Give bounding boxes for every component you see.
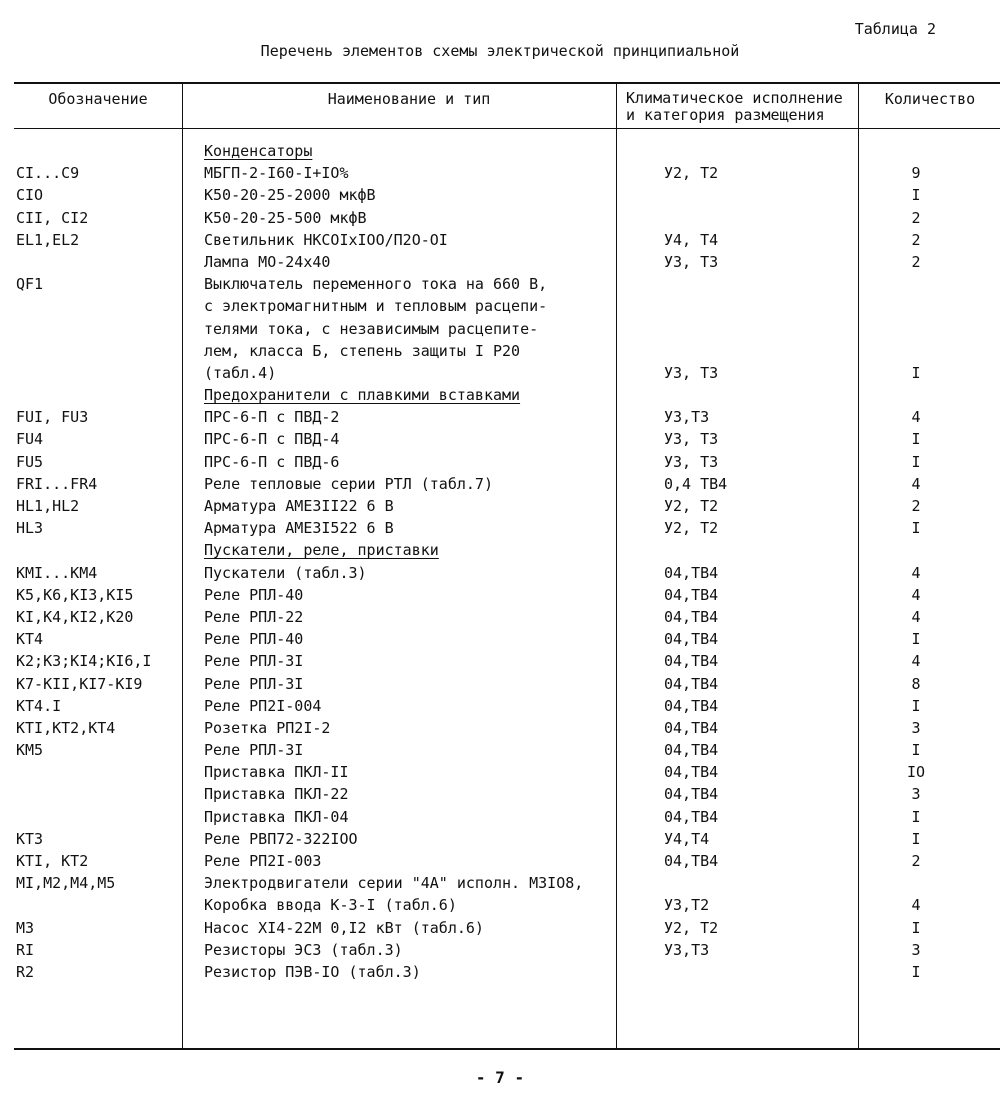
table-body — [14, 140, 1000, 983]
cell-quantity: 9 — [911, 164, 921, 183]
cell-quantity: 4 — [911, 607, 921, 626]
cell-quantity: 4 — [911, 474, 921, 493]
cell-climate: 04,ТВ4 — [664, 763, 719, 782]
cell-climate: У2, Т2 — [664, 519, 719, 538]
table-row — [14, 229, 1000, 251]
cell-name: ПРС-6-П с ПВД-6 — [204, 452, 340, 471]
cell-climate: У3,Т2 — [664, 896, 710, 915]
cell-name: Реле РПЛ-40 — [204, 585, 304, 604]
table-row — [14, 806, 1000, 828]
cell-name: Реле РП2I-003 — [204, 852, 322, 870]
cell-quantity: 4 — [911, 896, 921, 915]
cell-name: Электродвигатели серии "4А" исполн. М3IО8, — [204, 874, 584, 893]
cell-designation: EL1,EL2 — [16, 230, 80, 249]
cell-quantity: I — [911, 829, 921, 848]
cell-designation: K7-KII,KI7-KI9 — [16, 674, 143, 693]
cell-designation: RI — [16, 940, 35, 959]
table-row — [14, 894, 1000, 916]
cell-quantity: 4 — [911, 563, 921, 582]
cell-climate: У3, Т3 — [664, 430, 719, 449]
cell-name: Выключатель переменного тока на 660 В, — [204, 275, 548, 294]
cell-designation: KTI,KT2,KT4 — [16, 718, 116, 737]
cell-name: Резистор ПЭВ-IO (табл.3) — [204, 962, 421, 981]
cell-name: Резисторы ЭС3 (табл.3) — [204, 940, 403, 959]
section-row — [14, 539, 1000, 561]
cell-climate: 04,ТВ4 — [664, 630, 719, 649]
cell-quantity: 3 — [911, 940, 921, 959]
cell-quantity: I — [911, 186, 921, 205]
cell-designation: KT4.I — [16, 696, 62, 715]
cell-name: Арматура АМЕ3I522 6 В — [204, 519, 394, 538]
table-row — [14, 673, 1000, 695]
cell-name: Реле РПЛ-22 — [204, 607, 304, 626]
cell-climate: 04,ТВ4 — [664, 674, 719, 693]
column-header-designation: Обозначение — [48, 90, 148, 108]
cell-climate: 04,ТВ4 — [664, 718, 719, 737]
cell-quantity: 3 — [911, 718, 921, 737]
table-row — [14, 695, 1000, 717]
table-row — [14, 451, 1000, 473]
cell-name: МБГП-2-I60-I+IO% — [204, 164, 349, 183]
table-row — [14, 739, 1000, 761]
column-header-quantity: Количество — [884, 90, 976, 108]
cell-name: Реле РП2I-004 — [204, 696, 322, 715]
cell-climate: У4, Т4 — [664, 230, 719, 249]
cell-quantity: IO — [906, 763, 926, 782]
cell-climate: 04,ТВ4 — [664, 741, 719, 760]
table-row — [14, 717, 1000, 739]
cell-designation: R2 — [16, 962, 35, 981]
cell-climate: 04,ТВ4 — [664, 563, 719, 582]
cell-climate: 04,ТВ4 — [664, 652, 719, 671]
cell-name: лем, класса Б, степень защиты I Р20 — [204, 341, 521, 360]
cell-climate: У3,Т3 — [664, 940, 710, 959]
cell-name: с электромагнитным и тепловым расцепи- — [204, 297, 548, 316]
cell-name: ПРС-6-П с ПВД-4 — [204, 430, 340, 449]
cell-name: Приставка ПКЛ-II — [204, 763, 349, 782]
cell-name: Светильник НКСОIxIOO/П2О-OI — [204, 230, 448, 249]
cell-name: Реле РПЛ-3I — [204, 674, 304, 693]
table-row — [14, 162, 1000, 184]
cell-designation: HL1,HL2 — [16, 497, 80, 515]
cell-quantity: 2 — [911, 252, 921, 271]
cell-climate: 04,ТВ4 — [664, 807, 719, 826]
table-row — [14, 251, 1000, 273]
cell-quantity: I — [911, 363, 921, 382]
cell-designation: HL3 — [16, 519, 44, 538]
header-rule — [14, 128, 1000, 129]
table-row — [14, 273, 1000, 295]
cell-climate: У3, Т3 — [664, 452, 719, 471]
cell-designation: CIO — [16, 186, 44, 205]
table-row — [14, 628, 1000, 650]
table-row — [14, 517, 1000, 539]
cell-designation: CII, CI2 — [16, 208, 89, 227]
cell-name: Приставка ПКЛ-04 — [204, 807, 349, 826]
column-header-name: Наименование и тип — [327, 90, 491, 108]
cell-name: К50-20-25-500 мкфВ — [204, 208, 367, 227]
cell-designation: FU4 — [16, 430, 44, 449]
cell-name: Конденсаторы — [204, 142, 313, 160]
table-row — [14, 606, 1000, 628]
cell-name: Приставка ПКЛ-22 — [204, 785, 349, 804]
cell-name: Реле тепловые серии РТЛ (табл.7) — [204, 474, 493, 493]
cell-name: Пускатели, реле, приставки — [204, 541, 439, 560]
cell-climate: 04,ТВ4 — [664, 607, 719, 626]
cell-climate: У3, Т3 — [664, 252, 719, 271]
cell-quantity: I — [911, 430, 921, 449]
cell-climate: У4,Т4 — [664, 829, 710, 848]
cell-quantity: 8 — [911, 674, 921, 693]
cell-quantity: 4 — [911, 652, 921, 671]
cell-designation: KT4 — [16, 630, 44, 649]
cell-climate: 04,ТВ4 — [664, 585, 719, 604]
cell-name: Пускатели (табл.3) — [204, 563, 367, 582]
cell-quantity: I — [911, 630, 921, 649]
table-row — [14, 584, 1000, 606]
cell-quantity: I — [911, 918, 921, 937]
cell-climate: 04,ТВ4 — [664, 852, 719, 870]
cell-name: Реле РПЛ-3I — [204, 652, 304, 671]
cell-climate: 0,4 ТВ4 — [664, 474, 728, 493]
cell-designation: KI,K4,KI2,K20 — [16, 607, 134, 626]
cell-quantity: 2 — [911, 497, 921, 515]
table-row — [14, 650, 1000, 672]
table-label: Таблица 2 — [854, 20, 936, 38]
table-row — [14, 783, 1000, 805]
table-row — [14, 961, 1000, 983]
cell-quantity: I — [911, 452, 921, 471]
table-row — [14, 428, 1000, 450]
cell-climate: 04,ТВ4 — [664, 696, 719, 715]
cell-quantity: 4 — [911, 585, 921, 604]
section-row — [14, 140, 1000, 162]
cell-name: Реле РПЛ-40 — [204, 630, 304, 649]
table-row — [14, 495, 1000, 517]
table-row — [14, 207, 1000, 229]
column-header-climate: Климатическое исполнение и категория размещения — [626, 89, 843, 124]
section-row — [14, 384, 1000, 406]
cell-quantity: 2 — [911, 852, 921, 870]
cell-designation: KT3 — [16, 829, 44, 848]
table-row — [14, 917, 1000, 939]
cell-quantity: I — [911, 807, 921, 826]
table-row — [14, 850, 1000, 872]
cell-climate: У2, Т2 — [664, 918, 719, 937]
cell-designation: KMI...KM4 — [16, 563, 98, 582]
table-row — [14, 939, 1000, 961]
cell-name: ПРС-6-П с ПВД-2 — [204, 408, 340, 427]
cell-designation: KM5 — [16, 741, 44, 760]
table-row — [14, 362, 1000, 384]
table-row — [14, 340, 1000, 362]
cell-name: Арматура АМЕ3II22 6 В — [204, 497, 394, 515]
cell-designation: MI,M2,M4,M5 — [16, 874, 116, 893]
cell-name: (табл.4) — [204, 363, 277, 382]
cell-name: Насос XI4-22M 0,I2 кВт (табл.6) — [204, 918, 484, 937]
cell-quantity: I — [911, 741, 921, 760]
cell-designation: FUI, FU3 — [16, 408, 89, 427]
cell-name: Предохранители с плавкими вставками — [204, 386, 521, 405]
cell-designation: QF1 — [16, 275, 44, 294]
cell-name: Реле РПЛ-3I — [204, 741, 304, 760]
cell-name: К50-20-25-2000 мкфВ — [204, 186, 376, 205]
cell-designation: K5,K6,KI3,KI5 — [16, 585, 134, 604]
elements-table — [14, 82, 1000, 1050]
cell-designation: M3 — [16, 918, 35, 937]
cell-name: Лампа МО-24х40 — [204, 252, 331, 271]
table-row — [14, 406, 1000, 428]
cell-designation: FRI...FR4 — [16, 474, 98, 493]
cell-quantity: 4 — [911, 408, 921, 427]
cell-quantity: 2 — [911, 230, 921, 249]
cell-climate: У3,Т3 — [664, 408, 710, 427]
cell-name: телями тока, с независимым расцепите- — [204, 319, 539, 338]
table-row — [14, 872, 1000, 894]
cell-designation: K2;K3;KI4;KI6,I — [16, 652, 152, 671]
cell-quantity: I — [911, 696, 921, 715]
cell-climate: У2, Т2 — [664, 497, 719, 515]
cell-quantity: I — [911, 962, 921, 981]
cell-designation: CI...C9 — [16, 164, 80, 183]
cell-name: Коробка ввода К-3-I (табл.6) — [204, 896, 457, 915]
document-title: Перечень элементов схемы электрической принципиальной — [260, 42, 740, 60]
cell-climate: У3, Т3 — [664, 363, 719, 382]
table-row — [14, 318, 1000, 340]
table-row — [14, 562, 1000, 584]
cell-quantity: 2 — [911, 208, 921, 227]
cell-quantity: 3 — [911, 785, 921, 804]
cell-climate: У2, Т2 — [664, 164, 719, 183]
cell-designation: KTI, KT2 — [16, 852, 89, 870]
page-number: - 7 - — [475, 1068, 525, 1087]
cell-climate: 04,ТВ4 — [664, 785, 719, 804]
table-row — [14, 828, 1000, 850]
cell-designation: FU5 — [16, 452, 44, 471]
table-row — [14, 473, 1000, 495]
cell-quantity: I — [911, 519, 921, 538]
table-row — [14, 761, 1000, 783]
table-row — [14, 295, 1000, 317]
cell-name: Розетка РП2I-2 — [204, 718, 331, 737]
table-row — [14, 184, 1000, 206]
cell-name: Реле РВП72-322IOO — [204, 829, 358, 848]
